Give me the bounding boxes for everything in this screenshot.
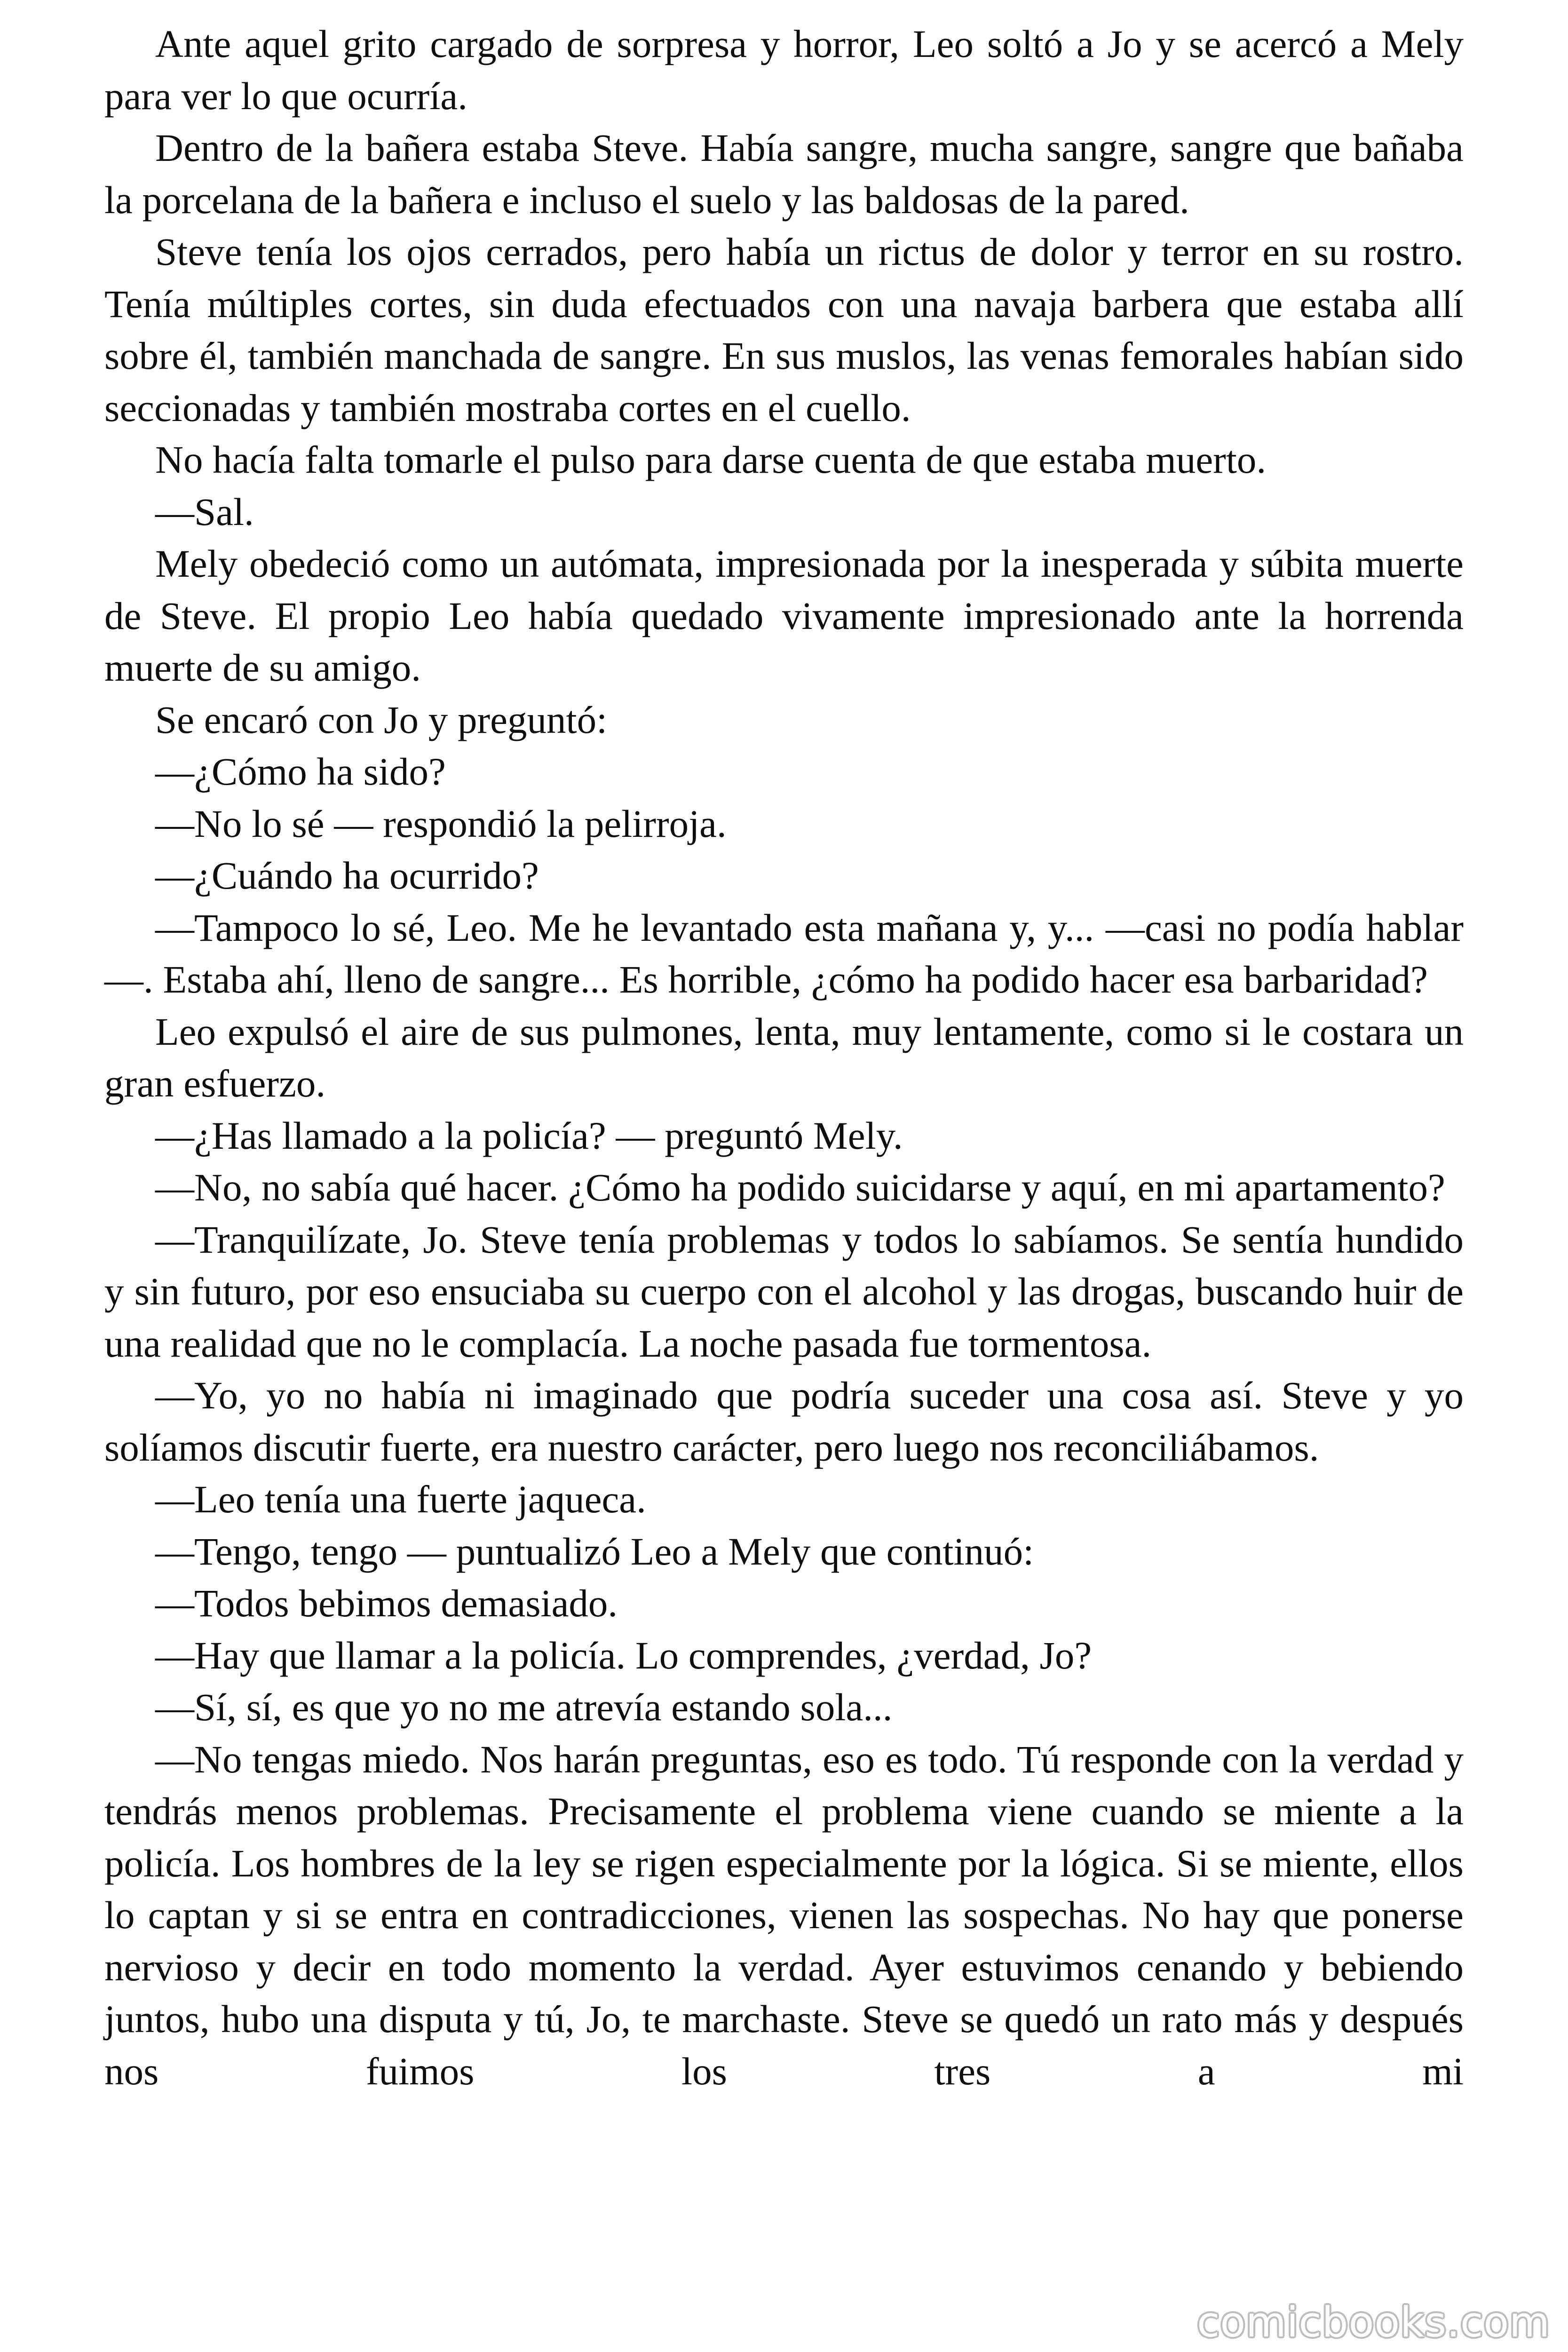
paragraph: Mely obedeció como un autómata, impresionada por la inesperada y súbita muerte de Steve. El propio Leo había quedado vivamente impresionado ante la horrenda muerte de su amigo. (104, 542, 1464, 689)
paragraph: Dentro de la bañera estaba Steve. Había sangre, mucha sangre, sangre que bañaba la porcelana de la bañera e incluso el suelo y las baldosas de la pared. (104, 126, 1464, 222)
paragraph: —Todos bebimos demasiado. (155, 1581, 618, 1625)
paragraph: —Sí, sí, es que yo no me atrevía estando sola... (155, 1685, 893, 1729)
paragraph: Steve tenía los ojos cerrados, pero había un rictus de dolor y terror en su rostro. Tenía múltiples cortes, sin duda efectuados con una navaja barbera que estaba allí sobre él, también manchada de sangre. En sus muslos, las venas femorales habían sido seccionadas y también mostraba cortes en el cuello. (104, 230, 1464, 429)
paragraph: —No lo sé — respondió la pelirroja. (155, 802, 727, 845)
paragraph: —Hay que llamar a la policía. Lo comprendes, ¿verdad, Jo? (155, 1633, 1092, 1677)
paragraph: —Yo, yo no había ni imaginado que podría suceder una cosa así. Steve y yo solíamos discutir fuerte, era nuestro carácter, pero luego nos reconciliábamos. (104, 1374, 1464, 1469)
paragraph: Ante aquel grito cargado de sorpresa y horror, Leo soltó a Jo y se acercó a Mely para ver lo que ocurría. (104, 22, 1464, 118)
paragraph: —Leo tenía una fuerte jaqueca. (155, 1478, 646, 1521)
paragraph: —Sal. (155, 490, 254, 533)
paragraph: —No, no sabía qué hacer. ¿Cómo ha podido suicidarse y aquí, en mi apartamento? (155, 1166, 1445, 1209)
watermark: comicbooks.com (1196, 2298, 1550, 2346)
paragraph: Se encaró con Jo y preguntó: (155, 698, 608, 741)
paragraph: —¿Cómo ha sido? (155, 750, 446, 793)
book-page-text (104, 18, 1464, 2097)
paragraph: No hacía falta tomarle el pulso para darse cuenta de que estaba muerto. (155, 438, 1267, 481)
paragraph: —¿Has llamado a la policía? — preguntó Mely. (155, 1113, 903, 1157)
paragraph: —Tampoco lo sé, Leo. Me he levantado esta mañana y, y... —casi no podía hablar—. Estaba ahí, lleno de sangre... Es horrible, ¿cómo ha podido hacer esa barbaridad? (104, 906, 1464, 1001)
paragraph: —¿Cuándo ha ocurrido? (155, 854, 539, 897)
paragraph: Leo expulsó el aire de sus pulmones, lenta, muy lentamente, como si le costara un gran esfuerzo. (104, 1009, 1464, 1105)
paragraph: —Tranquilízate, Jo. Steve tenía problemas y todos lo sabíamos. Se sentía hundido y sin futuro, por eso ensuciaba su cuerpo con el alcohol y las drogas, buscando huir de una realidad que no le complacía. La noche pasada fue tormentosa. (104, 1217, 1464, 1365)
paragraph: —Tengo, tengo — puntualizó Leo a Mely que continuó: (155, 1529, 1034, 1573)
paragraph: —No tengas miedo. Nos harán preguntas, eso es todo. Tú responde con la verdad y tendrás menos problemas. Precisamente el problema viene cuando se miente a la policía. Los hombres de la ley se rigen especialmente por la lógica. Si se miente, ellos lo captan y si se entra en contradicciones, vienen las sospechas. No hay que ponerse nervioso y decir en todo momento la verdad. Ayer estuvimos cenando y bebiendo juntos, hubo una disputa y tú, Jo, te marchaste. Steve se quedó un rato más y después nos fuimos los tres a mi (104, 1737, 1464, 2093)
